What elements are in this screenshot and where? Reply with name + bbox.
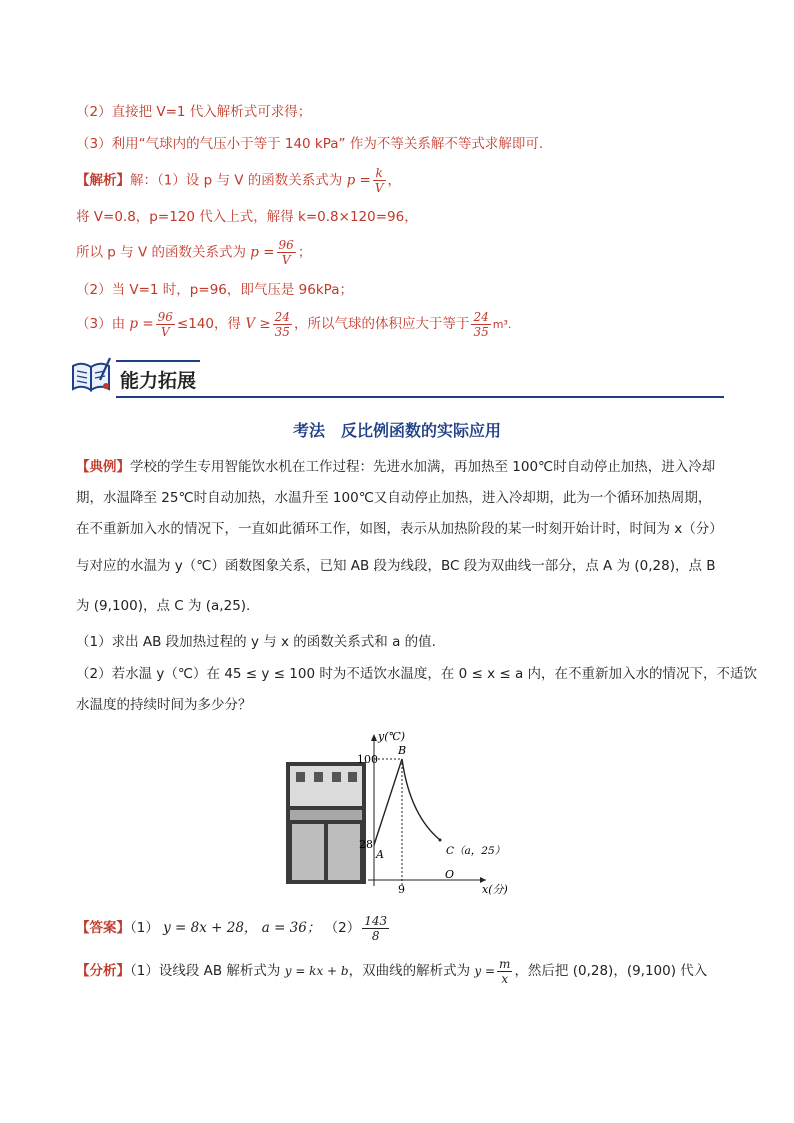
open-book-icon: [70, 356, 114, 396]
example-tag: 【典例】: [76, 459, 130, 475]
fraction-numerator: 143: [364, 913, 388, 928]
fraction-numerator: 96: [157, 309, 173, 324]
jiexi-line: [76, 166, 401, 194]
point-a-label: A: [376, 848, 384, 861]
line8-unit: m³.: [492, 318, 512, 331]
solution-line-3: （3）利用“气球内的气压小于等于 140 kPa” 作为不等关系解不等式求解即可.: [76, 136, 544, 152]
analysis-text-1: （1）设线段 AB 解析式为: [130, 963, 281, 979]
section-title: 能力拓展: [120, 370, 197, 392]
analysis-text-2: ，双曲线的解析式为: [348, 963, 471, 979]
fraction-denominator: x: [501, 971, 509, 986]
question-2b: 水温度的持续时间为多少分？: [76, 697, 252, 713]
figure: [282, 728, 522, 896]
jiexi-tag: 【解析】: [76, 172, 130, 189]
point-b-label: B: [398, 744, 407, 757]
answer-part-2: （2）: [324, 920, 361, 936]
tick-100: 100: [357, 753, 378, 766]
line6-fraction: [277, 238, 296, 267]
answer-eq-2: a = 36；: [261, 920, 321, 936]
tick-28: 28: [359, 838, 373, 851]
line6-text: 所以 p 与 V 的函数关系式为: [76, 244, 246, 261]
section-top-line: [116, 360, 200, 362]
line6-lhs: p =: [250, 244, 275, 261]
tick-9: 9: [398, 883, 405, 896]
point-c-label: C（a，25）: [446, 845, 506, 857]
answer-part-1: （1）: [130, 920, 159, 936]
analysis-tag: 【分析】: [76, 963, 130, 979]
line8-lhs: p =: [129, 316, 154, 332]
line8-fraction-3: [471, 310, 490, 339]
line8-fraction-2: [273, 310, 292, 339]
section-header: [70, 352, 724, 398]
fraction-denominator: V: [374, 181, 384, 195]
question-1: （1）求出 AB 段加热过程的 y 与 x 的函数关系式和 a 的值.: [76, 634, 436, 650]
answer-line: [76, 911, 391, 945]
fraction-numerator: k: [373, 166, 386, 181]
example-line-2: 期，水温降至 25℃时自动加热，水温升至 100℃又自动停止加热，进入冷却期，此为一个循环加热周期，: [76, 490, 712, 506]
fraction-denominator: 35: [274, 324, 290, 339]
analysis-line: [76, 955, 707, 987]
jiexi-lhs: p =: [346, 172, 371, 189]
jiexi-fraction: [373, 166, 386, 195]
answer-fraction: [362, 914, 389, 943]
analysis-fraction: [497, 957, 512, 986]
line8-a: （3）由: [76, 316, 126, 332]
y-axis-label: y(℃): [378, 730, 406, 743]
analysis-eq-2: y =: [474, 964, 496, 978]
example-text-1: 学校的学生专用智能饮水机在工作过程：先进水加满，再加热至 100℃时自动停止加热，进入冷却: [130, 459, 716, 475]
line8-fraction-1: [156, 310, 175, 339]
fraction-denominator: 35: [473, 324, 489, 339]
example-line-1: [76, 457, 715, 477]
fraction-denominator: 8: [371, 928, 380, 943]
line8-inequality: V ≥: [245, 316, 271, 332]
example-line-3: 在不重新加入水的情况下，一直如此循环工作，如图，表示从加热阶段的某一时刻开始计时，时间为 x（分）: [76, 521, 723, 537]
solution-line-2: （2）直接把 V=1 代入解析式可求得；: [76, 104, 312, 120]
fraction-denominator: V: [160, 324, 170, 339]
line6-tail: ；: [297, 244, 312, 261]
solution-line-7: （2）当 V=1 时，p=96，即气压是 96kPa；: [76, 282, 353, 298]
x-axis-label: x(分): [482, 883, 508, 896]
fraction-numerator: m: [499, 956, 511, 971]
line8-c: ，所以气球的体积应大于等于: [293, 316, 470, 332]
line8-b: ≤140，得: [176, 316, 242, 332]
section-underline: [116, 396, 724, 398]
solution-line-8: [76, 308, 511, 340]
fraction-numerator: 96: [278, 238, 294, 252]
answer-tag: 【答案】: [76, 920, 130, 936]
kaofa-heading: 考法 反比例函数的实际应用: [292, 421, 501, 440]
fraction-numerator: 24: [274, 309, 290, 324]
analysis-eq-1: y = kx + b: [284, 964, 349, 978]
solution-line-6: [76, 238, 311, 266]
fraction-numerator: 24: [473, 309, 489, 324]
answer-eq-1: y = 8x + 28，: [163, 920, 258, 936]
analysis-text-3: ，然后把 (0,28)，(9,100) 代入: [514, 963, 708, 979]
water-dispenser-image: [286, 762, 366, 884]
origin-label: O: [445, 868, 455, 881]
solution-line-5: 将 V=0.8，p=120 代入上式，解得 k=0.8×120=96，: [76, 209, 418, 225]
example-line-5: 为 (9,100)，点 C 为 (a,25).: [76, 598, 251, 614]
jiexi-tail: ，: [387, 172, 402, 189]
curve-bc: [402, 759, 440, 840]
fraction-denominator: V: [281, 253, 291, 267]
jiexi-text: 解：（1）设 p 与 V 的函数关系式为: [130, 172, 343, 189]
segment-ab: [374, 759, 402, 845]
example-line-4: 与对应的水温为 y（℃）函数图象关系，已知 AB 段为线段，BC 段为双曲线一部分，点 A 为 (0,28)，点 B: [76, 558, 716, 574]
question-2a: （2）若水温 y（℃）在 45 ≤ y ≤ 100 时为不适饮水温度，在 0 ≤ x ≤ a 内，在不重新加入水的情况下，不适饮: [76, 666, 758, 682]
figure-svg: [282, 728, 522, 896]
